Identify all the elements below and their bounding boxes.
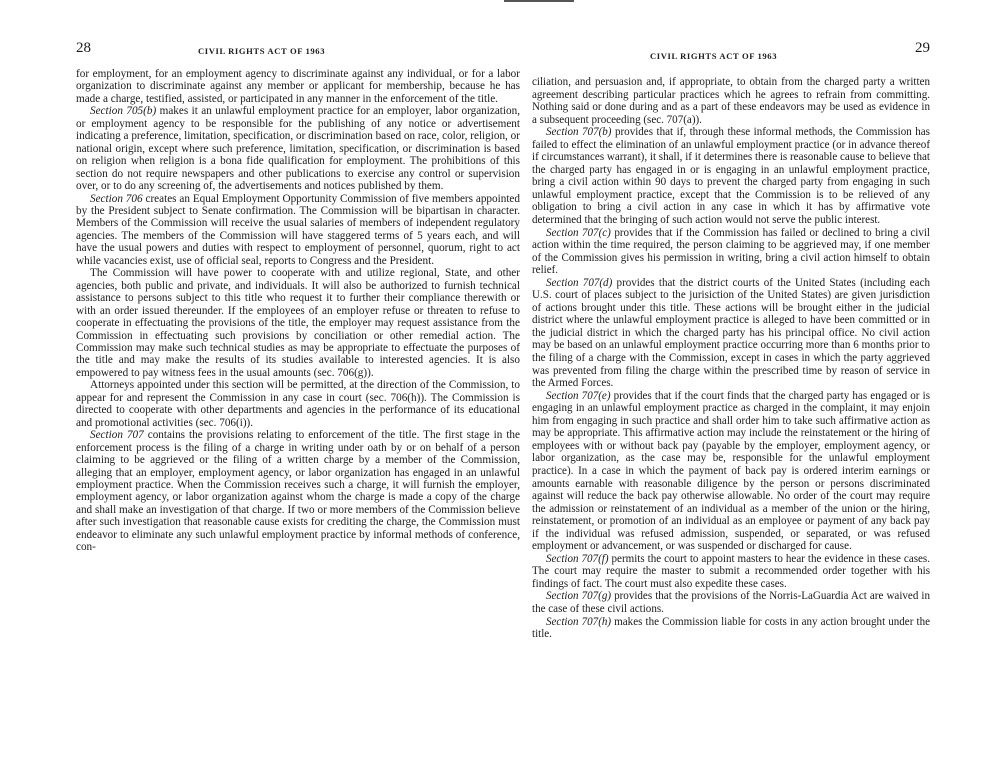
paragraph-text: for employment, for an employment agency to discriminate against any individual, or for a labor organization to discriminate against any member or applicant for membership, because he has made a charge, testified, assisted, or participated in any manner in the enforcement of the title. bbox=[76, 68, 520, 105]
paragraph bbox=[532, 227, 930, 277]
paragraph bbox=[76, 193, 520, 268]
section-ref: Section 707(c) bbox=[546, 226, 611, 239]
left-page-body bbox=[76, 68, 520, 554]
paragraph-text: creates an Equal Employment Opportunity Commission of five members appointed by the President subject to Senate confirmation. The Commission will be bipartisan in character. Members of the Commission will receive the usual salaries of members of independent regulatory agencies. The members of the Commission will have staggered terms of 5 years each, and will have the usual powers and duties with respect to employment of personnel, quorum, right to act while vacancies exist, use of official seal, reports to Congress and the President. bbox=[76, 192, 520, 267]
section-ref: Section 707(g) bbox=[546, 590, 612, 603]
paragraph bbox=[76, 105, 520, 192]
paragraph bbox=[532, 390, 930, 553]
left-page-number: 28 bbox=[76, 40, 91, 56]
paragraph-text: provides that if, through these informal methods, the Commission has failed to effect the elimination of an unlawful employment practice (or in advance thereof if circumstances warrant), it shall, if it determines there is reasonable cause to believe that the charged party has engaged in or is engaging in an unlawful employment practice, bring a civil action within 90 days to prevent the charged party from engaging in such unlawful employment practice, except that the Commission is to be relieved of any obligation to bring a civil action in any case in which it has by affirmative vote determined that the bringing of such action would not serve the public interest. bbox=[532, 126, 930, 227]
paragraph bbox=[532, 553, 930, 591]
paragraph bbox=[76, 429, 520, 554]
section-ref: Section 707(d) bbox=[546, 276, 613, 289]
paragraph bbox=[532, 126, 930, 226]
paragraph-text: The Commission will have power to cooperate with and utilize regional, State, and other agencies, both public and private, and individuals. It will also be authorized to furnish technical assistance to persons subject to this title who request it to further their compliance therewith or with an order issued thereunder. If the employees of an employer refuse or threaten to refuse to cooperate in effectuating the provisions of the title, the employer may request assistance from the Commission in effectuating such provisions by conciliation or other remedial action. The Commission may make such technical studies as may be appropriate to effectuate the purposes of the title and may make the results of its studies available to interested agencies. It is also empowered to pay witness fees in the usual amounts (sec. 706(g)). bbox=[76, 267, 520, 379]
paragraph-text: provides that if the Commission has failed or declined to bring a civil action within the time required, the person claiming to be aggrieved may, if one member of the Commission gives his permission in writing, bring a civil action himself to obtain relief. bbox=[532, 226, 930, 277]
paragraph-text: ciliation, and persuasion and, if appropriate, to obtain from the charged party a written agreement describing particular practices which he agrees to refrain from committing. Nothing said or done during and as a part of these endeavors may be used as evidence in a subsequent proceeding (sec. 707(a)). bbox=[532, 76, 930, 126]
right-running-head: CIVIL RIGHTS ACT OF 1963 bbox=[650, 51, 778, 61]
paragraph bbox=[76, 68, 520, 105]
left-running-head: CIVIL RIGHTS ACT OF 1963 bbox=[198, 46, 326, 56]
paragraph-text: contains the provisions relating to enforcement of the title. The first stage in the enforcement process is the filing of a charge in writing under oath by or on behalf of a person claiming to be aggrieved or the filing of a written charge by a member of the Commission, alleging that an employer, employment agency, or labor organization has engaged in an unlawful employment practice. When the Commission receives such a charge, it will furnish the employer, employment agency, or labor organization against whom the charge is made a copy of the charge and shall make an investigation of that charge. If two or more members of the Commission believe after such investigation that reasonable cause exists for crediting the charge, the Commission must endeavor to eliminate any such unlawful employment practice by informal methods of conference, con- bbox=[76, 429, 520, 554]
paragraph-text: provides that if the court finds that the charged party has engaged or is engaging in an unlawful employment practice as charged in the complaint, it may enjoin him from engaging in such practice and shall order him to take such affirmative action as may be appropriate. This affirmative action may include the reinstatement or the hiring of employees with or without back pay (payable by the employer, employment agency, or labor organization, as the case may be, responsible for the unlawful employment practice). In a case in which the payment of back pay is ordered interim earnings or amounts earnable with reasonable diligence by the person or persons discriminated against will reduce the back pay otherwise allowable. No order of the court may require the admission or reinstatement of an individual as a member of the union or the hiring, reinstatement, or promotion of an individual as an employee or payment of any back pay if the individual was refused admission, suspended, or separated, or was refused employment or advancement, or was suspended or discharged for cause. bbox=[532, 389, 930, 553]
paragraph-text: makes the Commission liable for costs in any action brought under the title. bbox=[532, 615, 930, 641]
paragraph-text: provides that the district courts of the United States (including each U.S. court of places subject to the jurisiction of the United States) are given jurisdiction of actions brought under this title. These actions will be brought either in the judicial district where the unlawful employment practice is alleged to have been committed or in the judicial district in which the charged party has his principal office. No civil action may be based on an unlawful employment practice occurring more than 6 months prior to the filing of a charge with the Commission, except in cases in which the party aggrieved was prevented from filing the charge within the prescribed time by reason of service in the Armed Forces. bbox=[532, 276, 930, 390]
section-ref: Section 705(b) bbox=[90, 105, 157, 118]
section-ref: Section 707(b) bbox=[546, 126, 612, 139]
paragraph bbox=[532, 616, 930, 641]
paragraph bbox=[76, 379, 520, 429]
paragraph-text: provides that the provisions of the Norris-LaGuardia Act are waived in the case of these civil actions. bbox=[532, 590, 930, 615]
paragraph bbox=[532, 590, 930, 615]
right-page-body bbox=[532, 76, 930, 641]
right-page bbox=[532, 0, 930, 763]
paragraph-text: makes it an unlawful employment practice for an employer, labor organization, or employment agency to be responsible for the publishing of any notice or advertisement indicating a preference, limitation, specification, or discrimination based on race, color, religion, or national origin, except where such preference, limitation, specification, or discrimination is based on religion when religion is a bona fide qualification for employment. The prohibitions of this section do not require newspapers and other publications to exercise any control or supervision over, or to do any screening of, the advertisements and notices published by them. bbox=[76, 105, 520, 193]
left-page-header bbox=[76, 40, 520, 62]
paragraph-text: Attorneys appointed under this section will be permitted, at the direction of the Commission, to appear for and represent the Commission in any case in court (sec. 706(h)). The Commission is directed to cooperate with other departments and agencies in the performance of its educational and promotional activities (sec. 706(i)). bbox=[76, 379, 520, 429]
right-page-header bbox=[532, 40, 930, 62]
section-ref: Section 707(f) bbox=[546, 552, 609, 565]
left-page bbox=[76, 0, 520, 763]
paragraph bbox=[532, 76, 930, 126]
paragraph bbox=[532, 277, 930, 390]
paragraph-text: permits the court to appoint masters to hear the evidence in these cases. The court may require the master to submit a recommended order together with his findings of fact. The court must also expedite these cases. bbox=[532, 552, 930, 590]
section-ref: Section 706 bbox=[90, 192, 143, 205]
paragraph bbox=[76, 267, 520, 379]
section-ref: Section 707(h) bbox=[546, 615, 612, 628]
right-page-number: 29 bbox=[915, 40, 930, 56]
section-ref: Section 707(e) bbox=[546, 389, 611, 402]
section-ref: Section 707 bbox=[90, 429, 144, 442]
